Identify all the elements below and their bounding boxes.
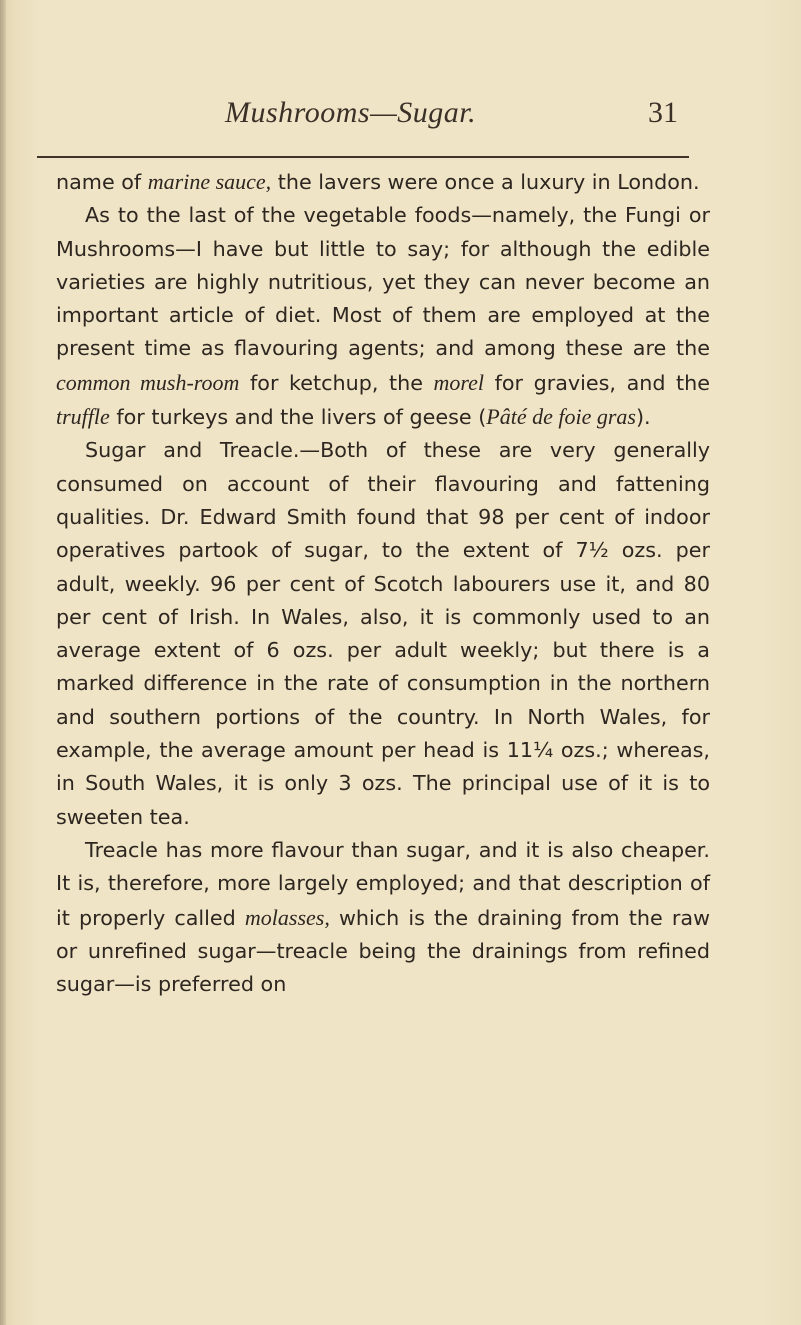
italic-text: molasses, [244, 904, 330, 930]
paragraph [56, 434, 710, 834]
italic-text: Pâté de foie gras [486, 404, 636, 430]
italic-text: common mush-room [56, 369, 240, 395]
text-span: Sugar and Treacle.—Both of these are very generally consumed on account of their flavouring and fattening qualities. Dr. Edward Smith found that 98 per cent of indoor operatives partook of sugar, to the extent of 7½ ozs. per adult, weekly. 96 per cent of Scotch labourers use it, and 80 per cent of Irish. In Wales, also, it is commonly used to an average extent of 6 ozs. per adult weekly; but there is a marked difference in the rate of consumption in the northern and southern portions of the country. In North Wales, for example, the average amount per head is 11¼ ozs.; whereas, in South Wales, it is only 3 ozs. The principal use of it is to sweeten tea. [56, 438, 710, 829]
paragraph [56, 165, 710, 199]
italic-text: marine sauce, [147, 169, 272, 194]
italic-text: morel [433, 369, 485, 395]
text-span: for gravies, and the [484, 370, 711, 395]
paragraph [56, 199, 710, 434]
header-rule [37, 156, 689, 158]
text-span: for ketchup, the [239, 370, 434, 395]
text-span: which is the draining from the raw or unrefined sugar—treacle being the drainings from refined sugar—is preferred on [56, 905, 710, 997]
text-span: for turkeys and the livers of geese ( [109, 405, 487, 430]
text-span: Treacle has more flavour than sugar, and it is also cheaper. It is, therefore, more largely employed; and that description of it properly called [56, 837, 710, 930]
page-number: 31 [648, 96, 678, 129]
text-span: name of [56, 170, 148, 194]
text-span: ). [635, 405, 651, 430]
italic-text: truffle [56, 404, 110, 430]
body-text [56, 165, 710, 1001]
text-span: As to the last of the vegetable foods—namely, the Fungi or Mushrooms—I have but little to say; for although the edible varieties are highly nutritious, yet they can never become an important article of diet. Most of them are employed at the present time as flavouring agents; and among these are the [56, 203, 710, 361]
binding-edge [0, 0, 6, 1325]
paragraph [56, 834, 710, 1001]
text-span: the lavers were once a luxury in London. [271, 170, 700, 194]
running-head: Mushrooms—Sugar. [225, 96, 477, 129]
